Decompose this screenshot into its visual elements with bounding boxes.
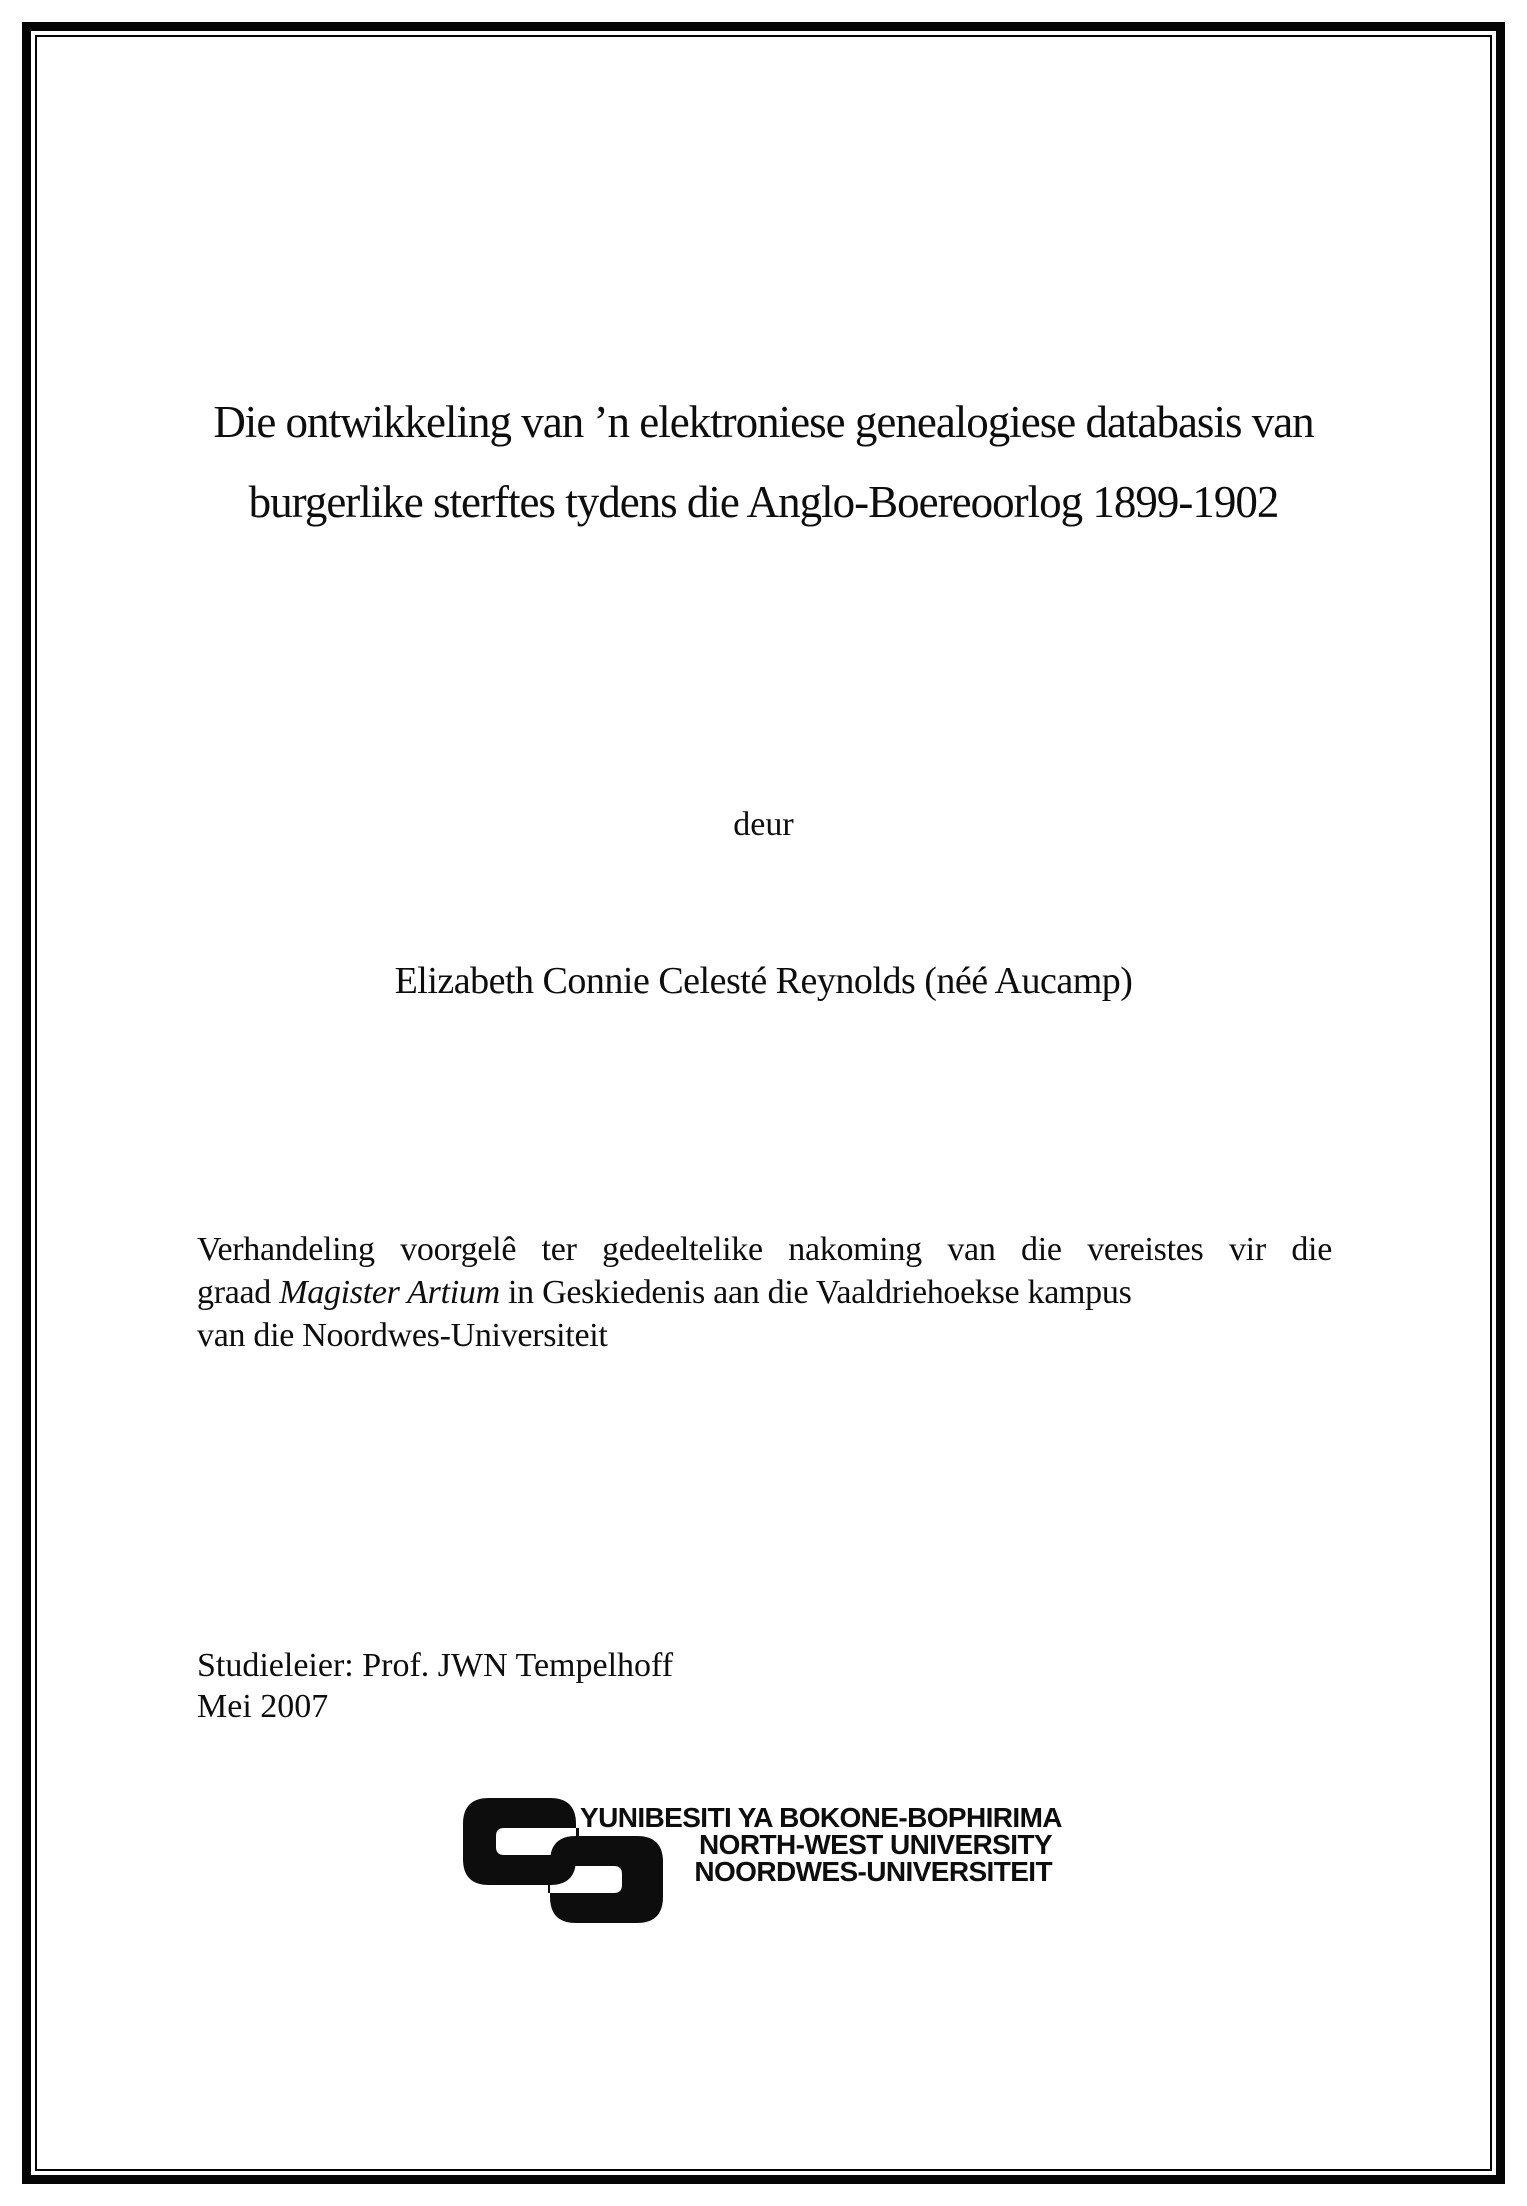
degree-declaration (197, 1228, 1332, 1357)
degree-name: Magister Artium (279, 1274, 500, 1311)
thesis-title (0, 382, 1527, 542)
university-logo-text (580, 1802, 1062, 1887)
university-name-setswana: YUNIBESITI YA BOKONE-BOPHIRIMA (580, 1802, 1062, 1833)
university-logo (463, 1798, 1062, 1928)
date-line: Mei 2007 (197, 1688, 329, 1725)
declaration-line1: Verhandeling voorgelê ter gedeeltelike nakoming van die vereistes vir die (197, 1231, 1332, 1268)
byline-label: deur (733, 806, 794, 843)
thesis-title-line1: Die ontwikkeling van ’n elektroniese genealogiese databasis van (213, 397, 1314, 447)
declaration-line3: van die Noordwes-Universiteit (197, 1317, 608, 1354)
university-name-afrikaans: NOORDWES-UNIVERSITEIT (694, 1856, 1052, 1887)
author-name: Elizabeth Connie Celesté Reynolds (néé Aucamp) (394, 960, 1133, 1002)
supervisor-line: Studieleier: Prof. JWN Tempelhoff (197, 1647, 674, 1684)
declaration-line2-post: in Geskiedenis aan die Vaaldriehoekse kampus (499, 1274, 1132, 1311)
thesis-title-line2: burgerlike sterftes tydens die Anglo-Boereoorlog 1899-1902 (248, 477, 1279, 527)
declaration-line2-pre: graad (197, 1274, 280, 1311)
supervisor-block (197, 1645, 673, 1727)
university-name-english: NORTH-WEST UNIVERSITY (699, 1829, 1052, 1860)
declaration-line2 (197, 1271, 1332, 1314)
